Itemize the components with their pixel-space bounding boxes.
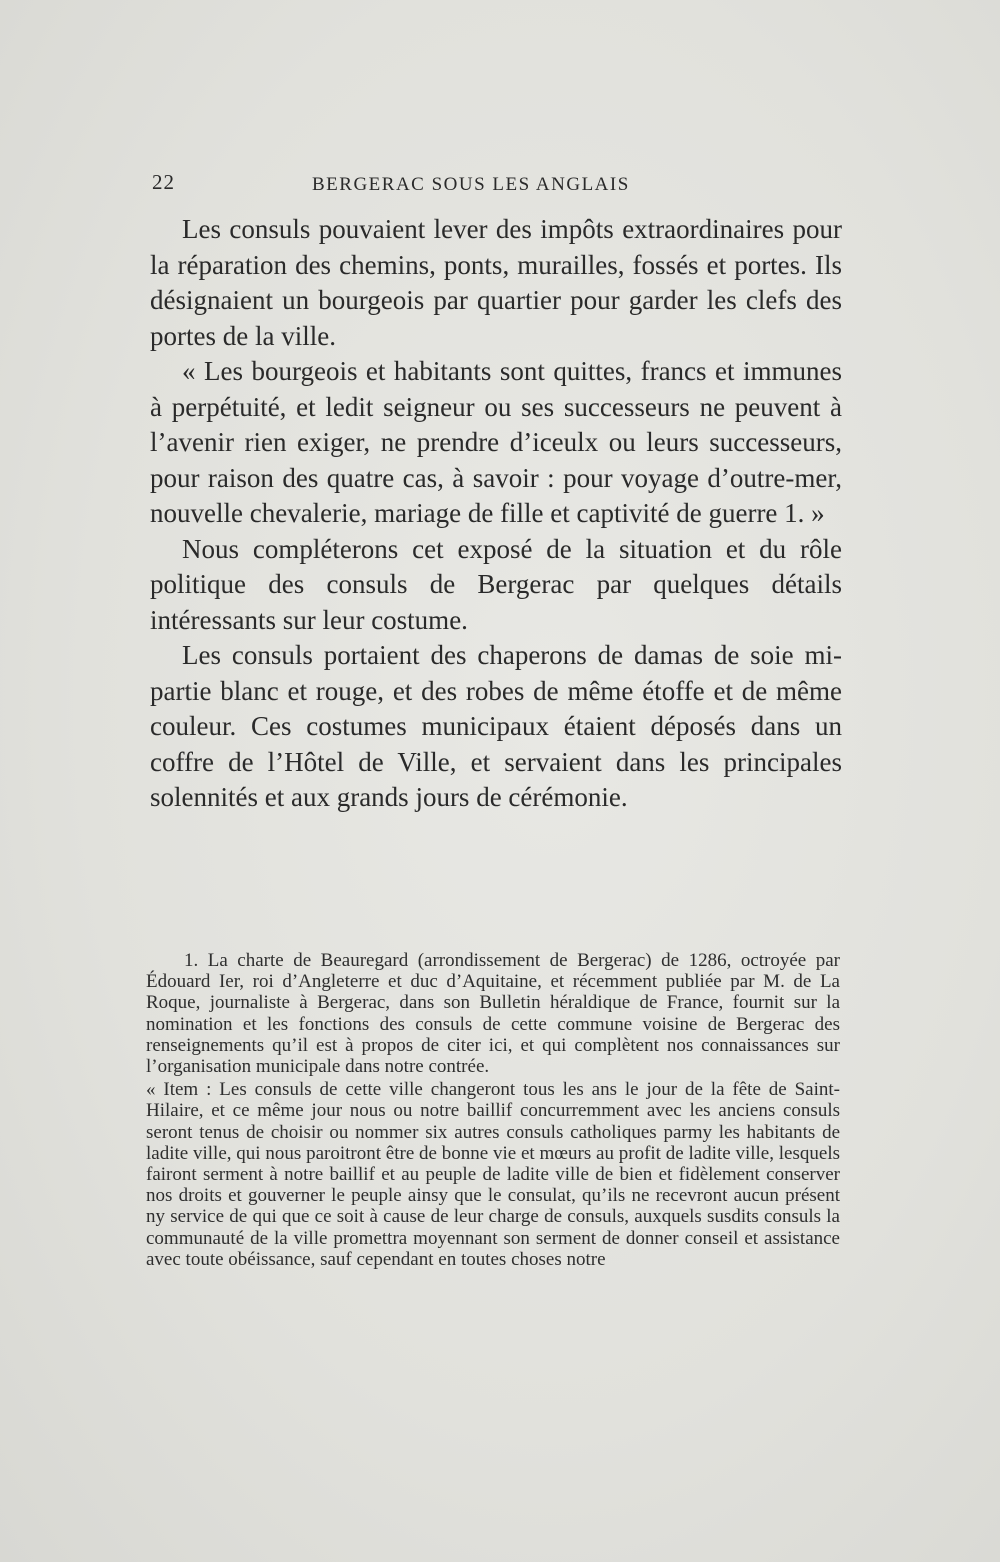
body-paragraph: Les consuls pouvaient lever des impôts extraordinaires pour la réparation des chemins, ponts, murailles, fossés et portes. Ils désignaient un bourgeois par quartier pour garder les clefs des portes de la ville.	[150, 214, 842, 351]
footnotes	[146, 950, 840, 1270]
footnote-paragraph: « Item : Les consuls de cette ville changeront tous les ans le jour de la fête de Saint-Hilaire, et ce même jour nous ou notre baillif concurremment avec les anciens consuls seront tenus de choisir ou nommer six autres consuls catholiques parmy les habitants de ladite ville, qui nous paroitront être de bonne vie et mœurs au profit de ladite ville, lesquels fairont serment à notre baillif et au peuple de ladite ville de bien et fidèlement conserver nos droits et gouverner le peuple ainsy que le consulat, qu’ils ne recevront aucun présent ny service de qui que ce soit à cause de leur charge de consuls, auxquels susdits consuls la communauté de la ville promettra moyennant son serment de donner conseil et assistance avec toute obéissance, sauf cependant en toutes choses notre	[146, 1079, 840, 1270]
main-text	[150, 212, 842, 816]
running-title: BERGERAC SOUS LES ANGLAIS	[312, 174, 630, 195]
body-paragraph: Les consuls portaient des chaperons de damas de soie mi-partie blanc et rouge, et des robes de même étoffe et de même couleur. Ces costumes municipaux étaient déposés dans un coffre de l’Hôtel de Ville, et servaient dans les principales solennités et aux grands jours de cérémonie.	[150, 640, 842, 812]
page-number: 22	[152, 170, 175, 194]
footnote-paragraph: 1. La charte de Beauregard (arrondissement de Bergerac) de 1286, octroyée par Édouard Ier, roi d’Angleterre et duc d’Aquitaine, et récemment publiée par M. de La Roque, journaliste à Bergerac, dans son Bulletin héraldique de France, fournit sur la nomination et les fonctions des consuls de cette commune voisine de Bergerac des renseignements qu’il est à propos de citer ici, et qui complètent nos connaissances sur l’organisation municipale dans notre contrée.	[146, 950, 840, 1078]
body-paragraph: « Les bourgeois et habitants sont quittes, francs et immunes à perpétuité, et ledit seigneur ou ses successeurs ne peuvent à l’avenir rien exiger, ne prendre d’iceulx ou leurs successeurs, pour raison des quatre cas, à savoir : pour voyage d’outre-mer, nouvelle chevalerie, mariage de fille et captivité de guerre 1. »	[150, 356, 842, 528]
page-header	[152, 170, 842, 202]
body-paragraph: Nous compléterons cet exposé de la situation et du rôle politique des consuls de Bergerac par quelques détails intéressants sur leur costume.	[150, 533, 842, 635]
